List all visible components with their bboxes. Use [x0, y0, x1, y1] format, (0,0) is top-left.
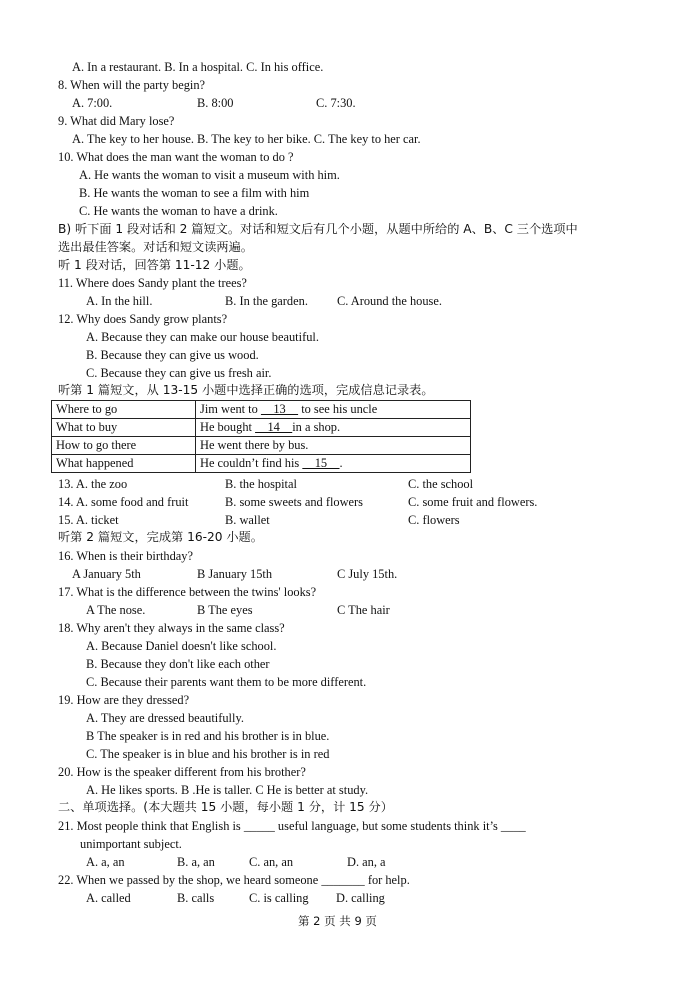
q18-option-b: B. Because they don't like each other — [86, 657, 270, 671]
q12-question: 12. Why does Sandy grow plants? — [58, 312, 228, 326]
q17-question: 17. What is the difference between the twins' looks? — [58, 585, 317, 599]
blank-14: 14 — [255, 420, 293, 434]
q10-question: 10. What does the man want the woman to do ? — [58, 150, 294, 164]
q15-option-a: 15. A. ticket — [58, 513, 119, 527]
q8-question: 8. When will the party begin? — [58, 78, 206, 92]
q8-option-a: A. 7:00. — [72, 96, 113, 110]
table-row — [52, 437, 471, 455]
q9-options: A. The key to her house. B. The key to her bike. C. The key to her car. — [72, 132, 421, 146]
q18-option-c: C. Because their parents want them to be more different. — [86, 675, 367, 689]
value-text: He went there by bus. — [200, 438, 309, 452]
q13-option-a: 13. A. the zoo — [58, 477, 128, 491]
q21-question-line2: unimportant subject. — [80, 837, 182, 851]
q12-option-c: C. Because they can give us fresh air. — [86, 366, 272, 380]
q22-option-a: A. called — [86, 891, 131, 905]
table-key: Where to go — [52, 401, 196, 419]
passage2-intro: 听第 2 篇短文，完成第 16-20 小题。 — [58, 530, 263, 544]
q18-question: 18. Why aren't they always in the same class? — [58, 621, 285, 635]
q21-option-b: B. a, an — [177, 855, 215, 869]
page-footer: 第 2 页 共 9 页 — [298, 914, 377, 928]
value-text: to see his uncle — [298, 402, 378, 416]
q12-option-a: A. Because they can make our house beautiful. — [86, 330, 319, 344]
table-value — [196, 455, 471, 473]
q8-option-c: C. 7:30. — [316, 96, 356, 110]
q22-option-c: C. is calling — [249, 891, 309, 905]
part2-title: 二、单项选择。(本大题共 15 小题，每小题 1 分，计 15 分） — [58, 800, 393, 814]
table-row — [52, 401, 471, 419]
q13-option-b: B. the hospital — [225, 477, 297, 491]
q22-question: 22. When we passed by the shop, we heard someone _______ for help. — [58, 873, 410, 887]
q17-option-c: C The hair — [337, 603, 390, 617]
q12-option-b: B. Because they can give us wood. — [86, 348, 259, 362]
value-text: in a shop. — [292, 420, 341, 434]
q10-option-c: C. He wants the woman to have a drink. — [79, 204, 278, 218]
q18-option-a: A. Because Daniel doesn't like school. — [86, 639, 277, 653]
q21-option-c: C. an, an — [249, 855, 294, 869]
q16-option-b: B January 15th — [197, 567, 273, 581]
q14-option-c: C. some fruit and flowers. — [408, 495, 538, 509]
blank-15: 15 — [302, 456, 340, 470]
q20-options: A. He likes sports. B .He is taller. C He is better at study. — [86, 783, 369, 797]
info-record-table — [51, 400, 471, 473]
table-key: How to go there — [52, 437, 196, 455]
passage1-intro: 听第 1 篇短文，从 13-15 小题中选择正确的选项，完成信息记录表。 — [58, 383, 434, 397]
q17-option-a: A The nose. — [86, 603, 146, 617]
q19-question: 19. How are they dressed? — [58, 693, 190, 707]
q17-option-b: B The eyes — [197, 603, 253, 617]
table-value — [196, 419, 471, 437]
q14-option-a: 14. A. some food and fruit — [58, 495, 189, 509]
value-text: Jim went to — [200, 402, 261, 416]
value-text: He bought — [200, 420, 256, 434]
q19-option-b: B The speaker is in red and his brother is in blue. — [86, 729, 330, 743]
value-text: He couldn’t find his — [200, 456, 303, 470]
section-b-instruction-line1: B) 听下面 1 段对话和 2 篇短文。对话和短文后有几个小题，从题中所给的 A、B、C 三个选项中 — [58, 222, 578, 236]
q11-option-a: A. In the hill. — [86, 294, 153, 308]
q16-option-a: A January 5th — [72, 567, 141, 581]
q20-question: 20. How is the speaker different from his brother? — [58, 765, 306, 779]
q21-question-line1: 21. Most people think that English is _____ useful language, but some students think it’s ____ — [58, 819, 526, 833]
q11-question: 11. Where does Sandy plant the trees? — [58, 276, 247, 290]
q11-option-b: B. In the garden. — [225, 294, 308, 308]
q19-option-c: C. The speaker is in blue and his brother is in red — [86, 747, 330, 761]
table-row — [52, 455, 471, 473]
table-row — [52, 419, 471, 437]
dialog-intro: 听 1 段对话，回答第 11-12 小题。 — [58, 258, 251, 272]
q8-option-b: B. 8:00 — [197, 96, 234, 110]
q19-option-a: A. They are dressed beautifully. — [86, 711, 244, 725]
value-text: . — [339, 456, 343, 470]
section-b-instruction-line2: 选出最佳答案。对话和短文读两遍。 — [58, 240, 253, 254]
table-value — [196, 401, 471, 419]
q16-option-c: C July 15th. — [337, 567, 398, 581]
q13-option-c: C. the school — [408, 477, 474, 491]
table-key: What to buy — [52, 419, 196, 437]
table-key: What happened — [52, 455, 196, 473]
q21-option-a: A. a, an — [86, 855, 125, 869]
q15-option-c: C. flowers — [408, 513, 460, 527]
q10-option-a: A. He wants the woman to visit a museum with him. — [79, 168, 340, 182]
table-value — [196, 437, 471, 455]
q21-option-d: D. an, a — [347, 855, 386, 869]
q7-options: A. In a restaurant. B. In a hospital. C. In his office. — [72, 60, 324, 74]
q14-option-b: B. some sweets and flowers — [225, 495, 363, 509]
q9-question: 9. What did Mary lose? — [58, 114, 175, 128]
q10-option-b: B. He wants the woman to see a film with him — [79, 186, 310, 200]
q22-option-d: D. calling — [336, 891, 385, 905]
q11-option-c: C. Around the house. — [337, 294, 442, 308]
q15-option-b: B. wallet — [225, 513, 270, 527]
blank-13: 13 — [260, 402, 299, 416]
q16-question: 16. When is their birthday? — [58, 549, 194, 563]
q22-option-b: B. calls — [177, 891, 215, 905]
